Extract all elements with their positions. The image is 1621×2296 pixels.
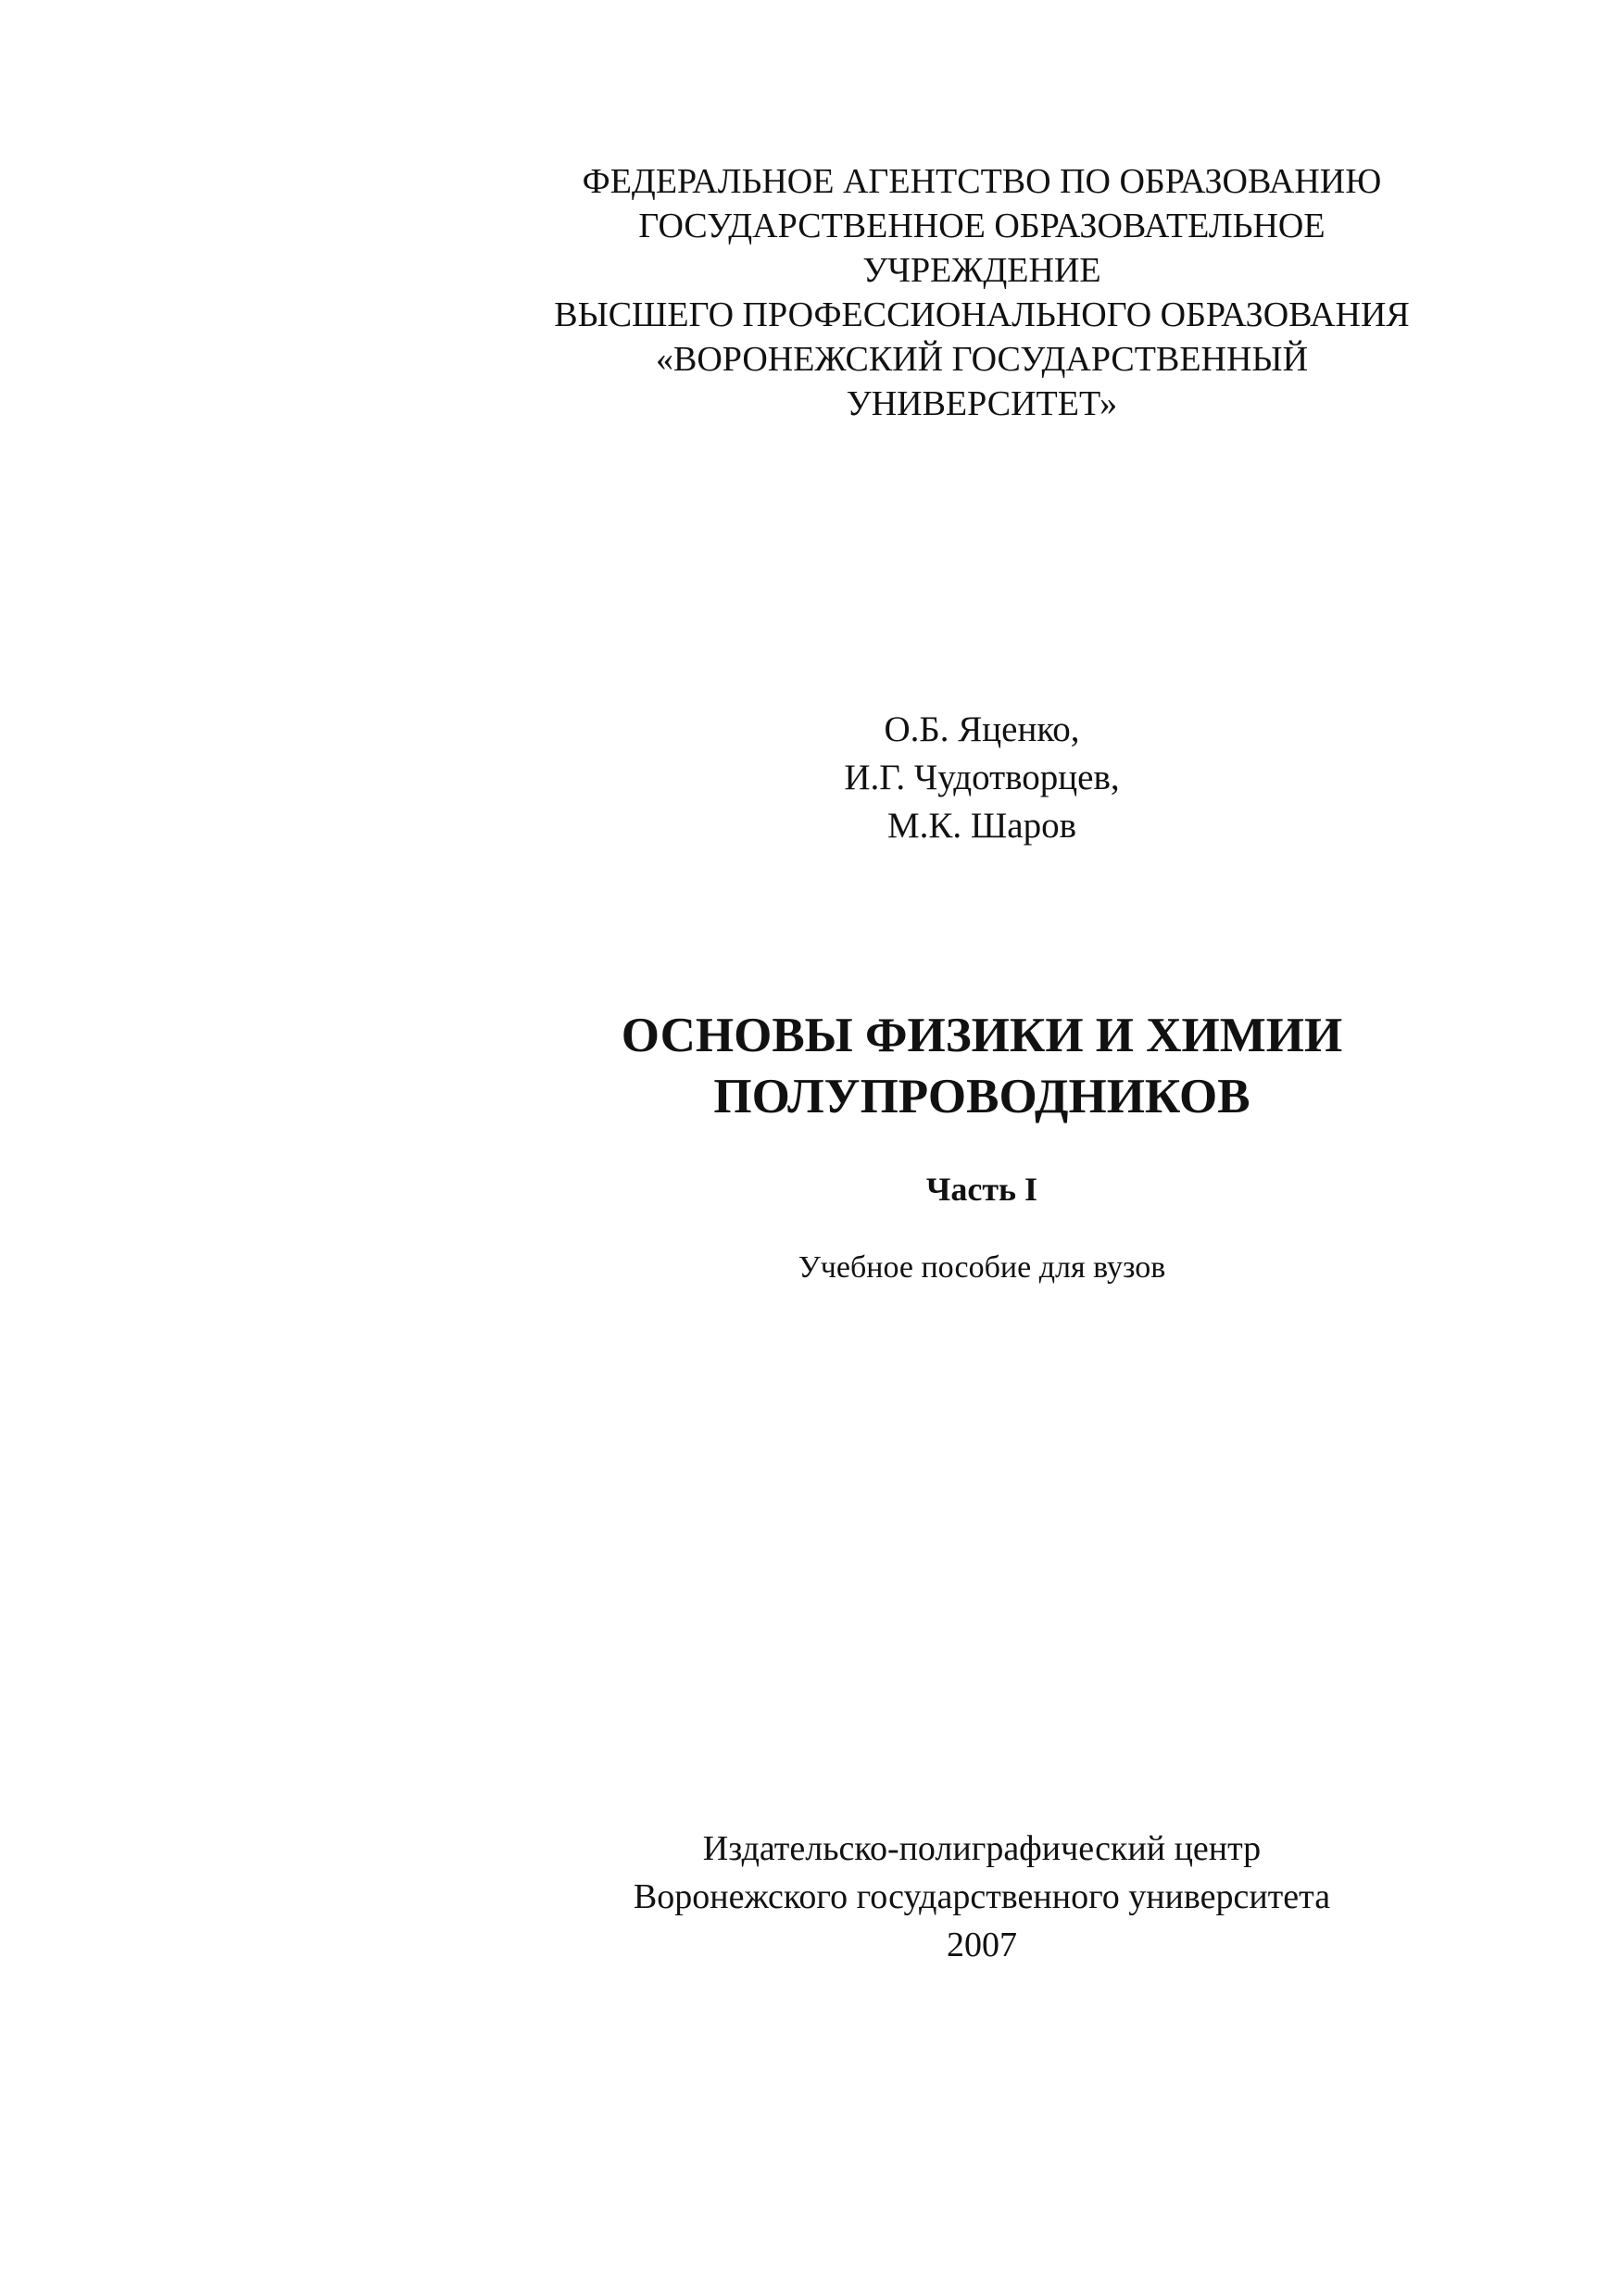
institution-header [482,159,1482,426]
institution-line: УНИВЕРСИТЕТ» [846,384,1118,423]
book-subtitle: Учебное пособие для вузов [798,1250,1166,1285]
book-title-line: ОСНОВЫ ФИЗИКИ И ХИМИИ [621,1009,1343,1062]
institution-line: «ВОРОНЕЖСКИЙ ГОСУДАРСТВЕННЫЙ [655,340,1309,379]
author-name: О.Б. Яценко, [884,709,1080,749]
publisher-line: Издательско-полиграфический центр [702,1829,1262,1868]
institution-line: ГОСУДАРСТВЕННОЕ ОБРАЗОВАТЕЛЬНОЕ [638,207,1326,245]
part-label: Часть I [925,1171,1038,1208]
book-title-line: ПОЛУПРОВОДНИКОВ [713,1070,1250,1123]
author-name: М.К. Шаров [886,806,1076,846]
book-title [482,1005,1482,1127]
publisher-info [482,1825,1482,1969]
institution-line: УЧРЕЖДЕНИЕ [862,251,1101,290]
publisher-line: Воронежского государственного университета [633,1877,1331,1916]
authors-list [482,706,1482,850]
institution-line: ФЕДЕРАЛЬНОЕ АГЕНТСТВО ПО ОБРАЗОВАНИЮ [582,162,1382,201]
institution-line: ВЫСШЕГО ПРОФЕССИОНАЛЬНОГО ОБРАЗОВАНИЯ [554,295,1410,334]
author-name: И.Г. Чудотворцев, [844,758,1120,797]
publication-year: 2007 [947,1926,1017,1964]
